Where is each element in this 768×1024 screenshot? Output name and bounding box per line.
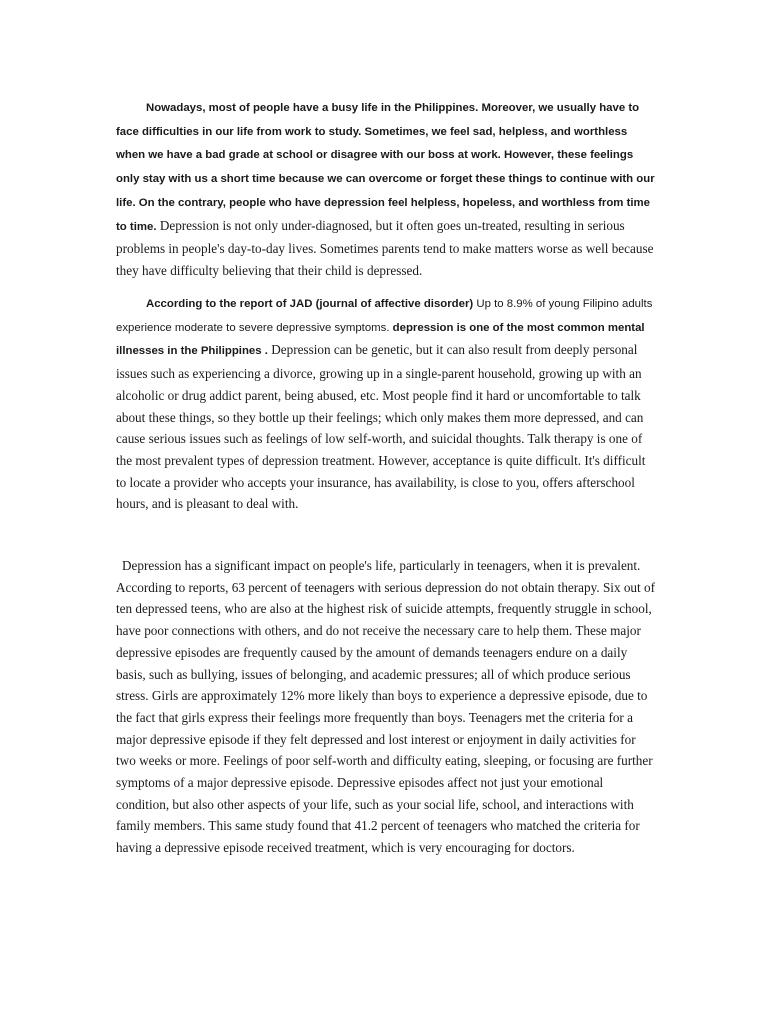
paragraph-1-body: Depression is not only under-diagnosed, but it often goes un-treated, resulting in serious problems in people's day-to-day lives. Sometimes parents tend to make matters worse as well because they have difficulty believing that their child is depressed. bbox=[116, 217, 654, 278]
paragraph-2 bbox=[116, 292, 656, 515]
paragraph-2-bold-second: depression is one of the most common mental illnesses in the Philippines . bbox=[116, 321, 645, 358]
paragraph-1 bbox=[116, 96, 656, 282]
paragraph-3-body: Depression has a significant impact on people's life, particularly in teenagers, when it is prevalent. According to reports, 63 percent of teenagers with serious depression do not obtain therapy. Six out of ten depressed teens, who are also at the highest risk of suicide attempts, frequently struggle in school, have poor connections with others, and do not receive the necessary care to help them. These major depressive episodes are frequently caused by the amount of demands teenagers endure on a daily basis, such as bullying, issues of belonging, and academic pressures; all of which produce serious stress. Girls are approximately 12% more likely than boys to experience a depressive episode, due to the fact that girls express their feelings more frequently than boys. Teenagers met the criteria for a major depressive episode if they felt depressed and lost interest or enjoyment in daily activities for two weeks or more. Feelings of poor self-worth and difficulty eating, sleeping, or focusing are further symptoms of a major depressive episode. Depressive episodes affect not just your emotional condition, but also other aspects of your life, such as your social life, school, and interactions with family members. This same study found that 41.2 percent of teenagers who matched the criteria for having a depressive episode received treatment, which is very encouraging for doctors. bbox=[116, 558, 655, 856]
paragraph-2-bold-intro: According to the report of JAD (journal of affective disorder) bbox=[146, 298, 474, 310]
paragraph-2-sans-middle: Up to 8.9% of young Filipino adults experience moderate to severe depressive symptoms. bbox=[116, 298, 653, 334]
paragraph-2-body: Depression can be genetic, but it can also result from deeply personal issues such as experiencing a divorce, growing up in a single-parent household, growing up with an alcoholic or drug addict parent, being abused, etc. Most people find it hard or uncomfortable to talk about these things, so they bottle up their feelings; which only makes them more depressed, and can cause serious issues such as feelings of low self-worth, and suicidal thoughts. Talk therapy is one of the most prevalent types of depression treatment. However, acceptance is quite difficult. It's difficult to locate a provider who accepts your insurance, has availability, is close to you, offers afterschool hours, and is pleasant to deal with. bbox=[116, 342, 646, 512]
paragraph-1-bold-intro: Nowadays, most of people have a busy life in the Philippines. Moreover, we usually have to face difficulties in our life from work to study. Sometimes, we feel sad, helpless, and worthless when we have a bad grade at school or disagree with our boss at work. However, these feelings only stay with us a short time because we can overcome or forget these things to continue with our life. On the contrary, people who have depression feel helpless, hopeless, and worthless from time to time. bbox=[116, 102, 655, 233]
paragraph-3 bbox=[116, 555, 656, 859]
